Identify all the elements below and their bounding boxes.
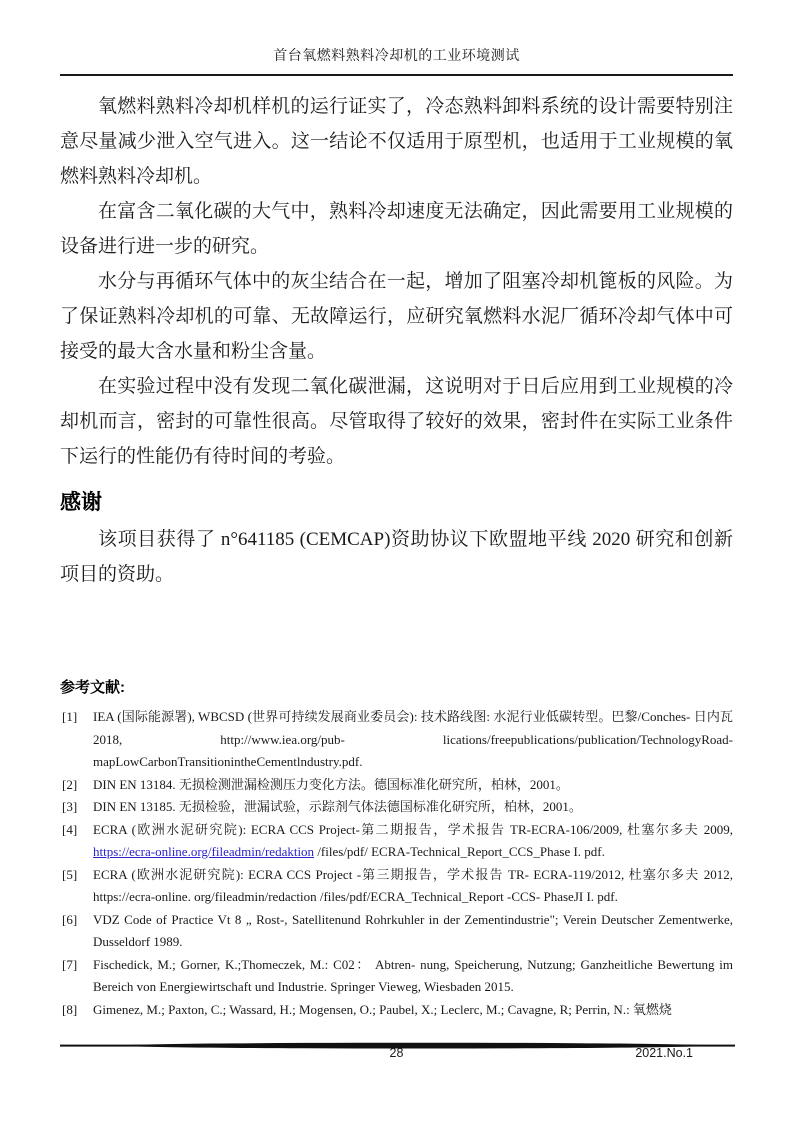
reference-number: [6] [62,911,78,927]
page-number: 28 [389,1046,404,1060]
reference-number: [8] [62,1001,78,1017]
references-heading: 参考文献: [60,679,125,696]
reference-item-4 [60,819,733,864]
acknowledgement-heading: 感谢 [60,491,102,514]
body-paragraph-1: 氧燃料熟料冷却机样机的运行证实了，冷态熟料卸料系统的设计需要特别注意尽量减少泄入空气进入。这一结论不仅适用于原型机，也适用于工业规模的氧燃料熟料冷却机。 [60,96,733,187]
reference-number: [4] [62,821,78,837]
header-rule [60,74,733,76]
reference-text-post: /files/pdf/ ECRA-Technical_Report_CCS_Phase I. pdf. [314,844,605,859]
reference-text: DIN EN 13185. 无损检验，泄漏试验，示踪剂气体法德国标准化研究所，柏林，2001。 [93,799,582,814]
running-header-title: 首台氧燃料熟料冷却机的工业环境测试 [273,49,520,64]
acknowledgement-text: 该项目获得了 n°641185 (CEMCAP)资助协议下欧盟地平线 2020 研究和创新项目的资助。 [60,529,733,585]
reference-item-5 [60,864,733,909]
reference-text: ECRA (欧洲水泥研究院): ECRA CCS Project -第三期报告，学术报告 TR- ECRA-119/2012, 杜塞尔多夫 2012, https://ecra-online. org/fileadmin/redaction /files/pdf/ECRA_Technical_Report -CCS- PhaseJI I. pdf. [93,866,733,904]
body-paragraph-2: 在富含二氧化碳的大气中，熟料冷却速度无法确定，因此需要用工业规模的设备进行进一步的研究。 [60,201,733,257]
reference-number: [2] [62,776,78,792]
reference-text: DIN EN 13184. 无损检测泄漏检测压力变化方法。德国标准化研究所，柏林，2001。 [93,776,569,792]
reference-number: [1] [62,709,78,724]
issue-label: 2021.No.1 [635,1046,693,1060]
reference-item-2 [60,774,733,797]
reference-item-3 [60,796,733,819]
reference-list [60,706,733,1021]
reference-number: [3] [62,799,78,814]
reference-text: IEA (国际能源署), WBCSD (世界可持续发展商业委员会): 技术路线图: 水泥行业低碳转型。巴黎/Conches- 日内瓦 2018, http://www.iea.org/pub- lications/freepublications/publication/TechnologyRoad- mapLowCarbonTransitionintheCementlndustry.pdf. [93,709,733,769]
reference-text: Fischedick, M.; Gorner, K.;Thomeczek, M.: C02： Abtren- nung, Speicherung, Nutzung; Ganzheitliche Bewertung im Bereich von Energiewirtschaft und Industrie. Springer Vieweg, Wiesbaden 2015. [93,956,733,994]
reference-text: VDZ Code of Practice Vt 8 „ Rost-, Satellitenund Rohrkuhler in der Zementindustrie"; Verein Deutscher Zementwerke, Dusseldorf 1989. [93,911,733,949]
reference-link[interactable]: https://ecra-online.org/fileadmin/redaktion [93,844,315,859]
reference-item-1 [60,706,733,774]
body-content [60,89,733,1021]
reference-number: [5] [62,866,78,882]
footer-rule [60,1037,735,1045]
reference-number: [7] [62,956,78,972]
reference-text-pre: ECRA (欧洲水泥研究院): ECRA CCS Project-第二期报告，学术报告 TR-ECRA-106/2009, 杜塞尔多夫 2009, [93,821,733,837]
body-paragraph-3: 水分与再循环气体中的灰尘结合在一起，增加了阻塞冷却机篦板的风险。为了保证熟料冷却机的可靠、无故障运行，应研究氧燃料水泥厂循环冷却气体中可接受的最大含水量和粉尘含量。 [60,271,733,362]
reference-text: Gimenez, M.; Paxton, C.; Wassard, H.; Mogensen, O.; Paubel, X.; Leclerc, M.; Cavagne, R; Perrin, N.: 氧燃烧 [93,1001,672,1017]
reference-item-8 [60,999,733,1022]
body-paragraph-4: 在实验过程中没有发现二氧化碳泄漏，这说明对于日后应用到工业规模的冷却机而言，密封的可靠性很高。尽管取得了较好的效果，密封件在实际工业条件下运行的性能仍有待时间的考验。 [60,376,733,467]
reference-item-6 [60,909,733,954]
reference-text [93,822,733,860]
reference-item-7 [60,954,733,999]
